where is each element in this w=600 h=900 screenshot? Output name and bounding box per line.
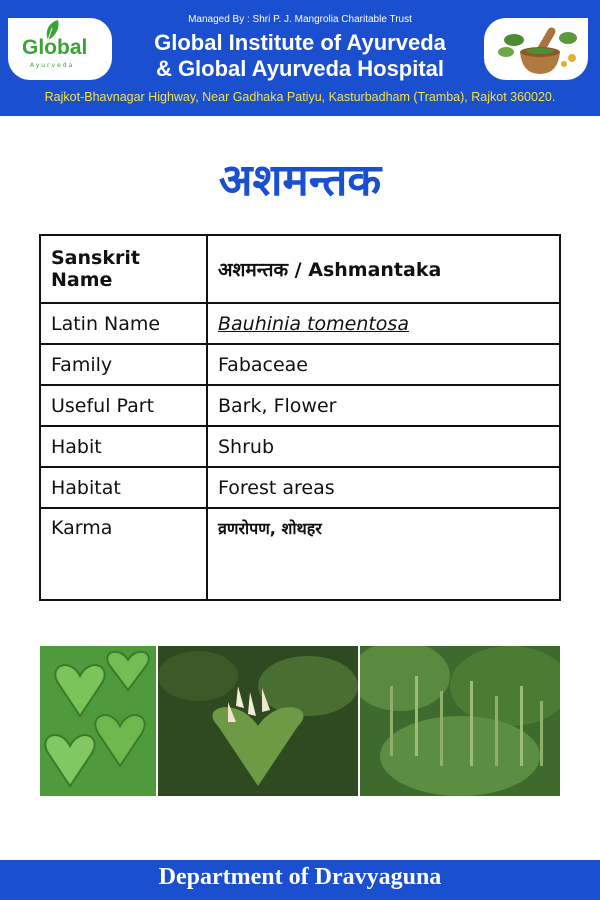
- department-name: Department of Dravyaguna: [158, 864, 442, 890]
- row-value: Fabaceae: [207, 344, 560, 385]
- logo-subtext: Ayurveda: [30, 62, 75, 69]
- table-row: [40, 303, 560, 344]
- row-value: [207, 508, 560, 600]
- heart-shaped-leaves-photo: [40, 646, 156, 796]
- table-row: [40, 344, 560, 385]
- mortar-pestle-icon: [484, 18, 588, 80]
- row-label: Useful Part: [40, 385, 207, 426]
- row-label: Karma: [40, 508, 207, 600]
- table-row: [40, 467, 560, 508]
- flowers-photo: [158, 646, 358, 796]
- institute-name-line1: Global Institute of Ayurveda: [154, 30, 446, 55]
- logo-box: [8, 18, 112, 80]
- row-label: Sanskrit Name: [40, 235, 207, 303]
- latin-name: Bauhinia tomentosa: [218, 312, 409, 335]
- address: Rajkot-Bhavnagar Highway, Near Gadhaka Patiyu, Kasturbadham (Tramba), Rajkot 360020.: [44, 90, 556, 104]
- row-value: Shrub: [207, 426, 560, 467]
- row-label: Family: [40, 344, 207, 385]
- header-banner: [0, 0, 600, 116]
- table-row: [40, 508, 560, 600]
- logo-text: Global: [22, 36, 88, 59]
- row-value: अशमन्तक / Ashmantaka: [207, 235, 560, 303]
- karma-value: व्रणरोपण, शोथहर: [218, 519, 322, 538]
- table-row: [40, 426, 560, 467]
- row-label: Habitat: [40, 467, 207, 508]
- row-value: Forest areas: [207, 467, 560, 508]
- table-row: [40, 385, 560, 426]
- herb-info-table: [39, 234, 561, 601]
- herbs-mortar-image: [484, 18, 588, 80]
- hanging-pods-photo: [360, 646, 560, 796]
- photo-strip: [40, 646, 560, 796]
- institute-name-line2: & Global Ayurveda Hospital: [155, 56, 445, 81]
- row-value: [207, 303, 560, 344]
- row-label: Habit: [40, 426, 207, 467]
- row-value: Bark, Flower: [207, 385, 560, 426]
- footer-banner: [0, 860, 600, 900]
- table-row: [40, 235, 560, 303]
- page-title: अशमन्तक: [218, 155, 382, 206]
- managed-by: Managed By : Shri P. J. Mangrolia Charitable Trust: [188, 14, 412, 25]
- row-label: Latin Name: [40, 303, 207, 344]
